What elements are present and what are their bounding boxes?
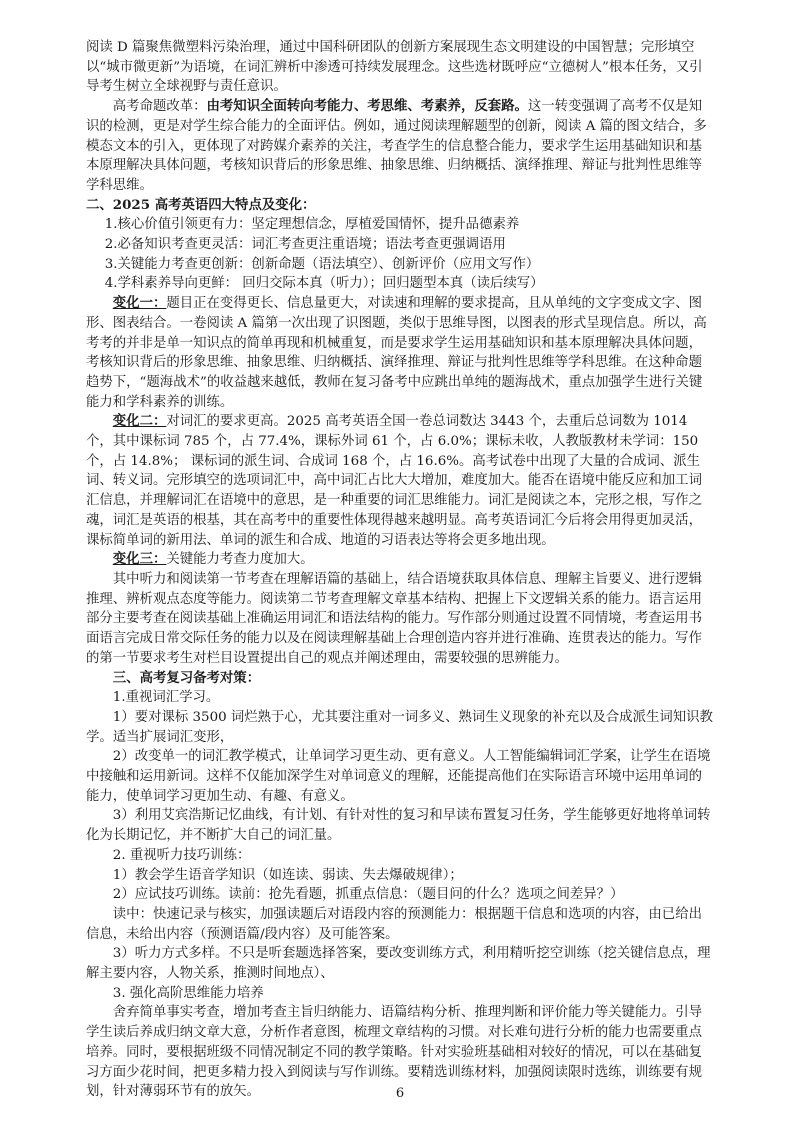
change-3-paragraph [86, 550, 714, 570]
subsection-3-title: 3. 强化高阶思维能力培养 [112, 985, 264, 1001]
listening-item-4: 3）听力方式多样。不只是听套题选择答案，要改变训练方式，利用精听挖空训练（挖关键信息点，理解主要内容，人物关系，推测时间地点）、 [86, 946, 711, 982]
listening-item-1: 1）教会学生语音学知识（如连读、弱读、失去爆破规律）； [112, 867, 463, 883]
section-2-heading: 二、2025 高考英语四大特点及变化： [86, 196, 316, 213]
thinking-paragraph: 舍弃简单事实考查，增加考查主旨归纳能力、语篇结构分析、推理判断和评价能力等关键能力。引导学生读后养成归纳文章大意，分析作者意图，梳理文章结构的习惯。对长难句进行分析的能力也需要重点培养。同时，要根据班级不同情况制定不同的教学策略。针对实验班基础相对较好的情况，可以在基础复习方面少花时间，把更多精力投入到阅读与写作训练。要精选训练材料，加强阅读限时选练，训练要有规划，针对薄弱环节有的放矢。 [86, 1005, 702, 1100]
reform-paragraph [86, 97, 714, 196]
reform-text: 这一转变强调了高考不仅是知识的检测，更是对学生综合能力的全面评估。例如，通过阅读理解题型的创新，阅读 A 篇的图文结合，多模态文本的引入，更体现了对跨媒介素养的关注，考查学生的信息整合能力，要求学生运用基础知识和基本原理解决具体问题，考核知识背后的形象思维、抽象思维、归纳概括、演绎推理、辩证与批判性思维等学科思维。 [86, 99, 707, 193]
section-3-heading: 三、高考复习备考对策： [112, 669, 261, 686]
change-3-label: 变化三： [112, 551, 167, 568]
listening-item-2: 2）应试技巧训练。读前：抢先看题，抓重点信息：（题目问的什么？选项之间差异？） [112, 887, 624, 903]
document-body [86, 38, 714, 1102]
vocab-item-3: 3）利用艾宾浩斯记忆曲线，有计划、有针对性的复习和早读布置复习任务，学生能够更好地将单词转化为长期记忆，并不断扩大自己的词汇量。 [86, 808, 711, 844]
listening-item-3: 读中：快速记录与核实，加强读题后对语段内容的预测能力：根据题干信息和选项的内容，由已给出信息，未给出内容（预测语篇/段内容）及可能答案。 [86, 906, 702, 942]
subsection-1-title: 1.重视词汇学习。 [112, 690, 220, 706]
feature-item-3: 3.关键能力考查更创新：创新命题（语法填空）、创新评价（应用文写作） [104, 256, 540, 272]
feature-item-2: 2.必备知识考查更灵活：词汇考查更注重语境；语法考查更强调语用 [104, 237, 506, 253]
subsection-2-title: 2. 重视听力技巧训练： [112, 847, 251, 863]
vocab-item-2: 2）改变单一的词汇教学模式，让单词学习更生动、更有意义。人工智能编辑词汇学案，让学生在语境中接触和运用新词。这样不仅能加深学生对单词意义的理解，还能提高他们在实际语言环境中运用单词的能力，使单词学习更加生动、有趣、有意义。 [86, 749, 711, 804]
change-2-text: 对词汇的要求更高。2025 高考英语全国一卷总词数达 3443 个，去重后总词数为 1014 个，其中课标词 785 个，占 77.4%，课标外词 61 个，占 6.0%；课标未收，人教版教材未学词：150 个，占 14.8%； 课标词的派生词、合成词 168 个，占 16.6%。高考试卷中出现了大量的合成词、派生词、转义词。完形填空的选项词汇中，高中词汇占比大大增加，难度加大。能否在语境中能反应和加工词汇信息，并理解词汇在语境中的意思，是一种重要的词汇思维能力。词汇是阅读之本，完形之根，写作之魂，词汇是英语的根基，其在高考中的重要性体现得越来越明显。高考英语词汇今后将会用得更加灵活，课标简单词的新用法、单词的派生和合成、地道的习语表达等将会更多地出现。 [86, 414, 702, 548]
reform-prefix: 高考命题改革： [112, 99, 207, 115]
reform-bold: 由考知识全面转向考能力、考思维、考素养，反套路。 [206, 98, 528, 115]
intro-paragraph-tail: 阅读 D 篇聚焦微塑料污染治理，通过中国科研团队的创新方案展现生态文明建设的中国智慧；完形填空以“城市微更新”为语境，在词汇辨析中渗透可持续发展理念。这些选材既呼应“立德树人”根本任务，又引导考生树立全球视野与责任意识。 [86, 40, 703, 95]
feature-item-4: 4.学科素养导向更鲜： 回归交际本真（听力）；回归题型本真（读后续写） [104, 276, 544, 292]
change-2-label: 变化二： [112, 413, 167, 430]
change-2-paragraph [86, 412, 714, 550]
change-3-detail: 其中听力和阅读第一节考查在理解语篇的基础上，结合语境获取具体信息、理解主旨要义、进行逻辑推理、辨析观点态度等能力。阅读第二节考查理解文章基本结构、把握上下文逻辑关系的能力。语言运用部分主要考查在阅读基础上准确运用词汇和语法结构的能力。写作部分则通过设置不同情境，考查运用书面语言完成日常交际任务的能力以及在阅读理解基础上合理创造内容并进行准确、连贯表达的能力。写作的第一节要求考生对栏目设置提出自己的观点并阐述理由，需要较强的思辨能力。 [86, 571, 702, 666]
change-1-text: 题目正在变得更长、信息量更大，对读速和理解的要求提高，且从单纯的文字变成文字、图形、图表结合。一卷阅读 A 篇第一次出现了识图题，类似于思维导图，以图表的形式呈现信息。所以，高考考的并非是单一知识点的简单再现和机械重复，而是要求学生运用基础知识和基本原理解决具体问题，考核知识背后的形象思维、抽象思维、归纳概括、演绎推理、辩证与批判性思维等学科思维。在这种命题趋势下，“题海战术”的收益越来越低，教师在复习备考中应跳出单纯的题海战术，重点加强学生进行关键能力和学科素养的训练。 [86, 296, 707, 410]
feature-item-1: 1.核心价值引领更有力：坚定理想信念，厚植爱国情怀，提升品德素养 [104, 217, 520, 233]
change-1-label: 变化一： [112, 295, 167, 312]
change-3-text: 关键能力考查力度加大。 [166, 552, 314, 568]
vocab-item-1: 1）要对课标 3500 词烂熟于心，尤其要注重对一词多义、熟词生义现象的补充以及合成派生词知识教学。适当扩展词汇变形， [86, 709, 713, 745]
page-number: 6 [395, 1086, 405, 1101]
change-1-paragraph [86, 294, 714, 412]
